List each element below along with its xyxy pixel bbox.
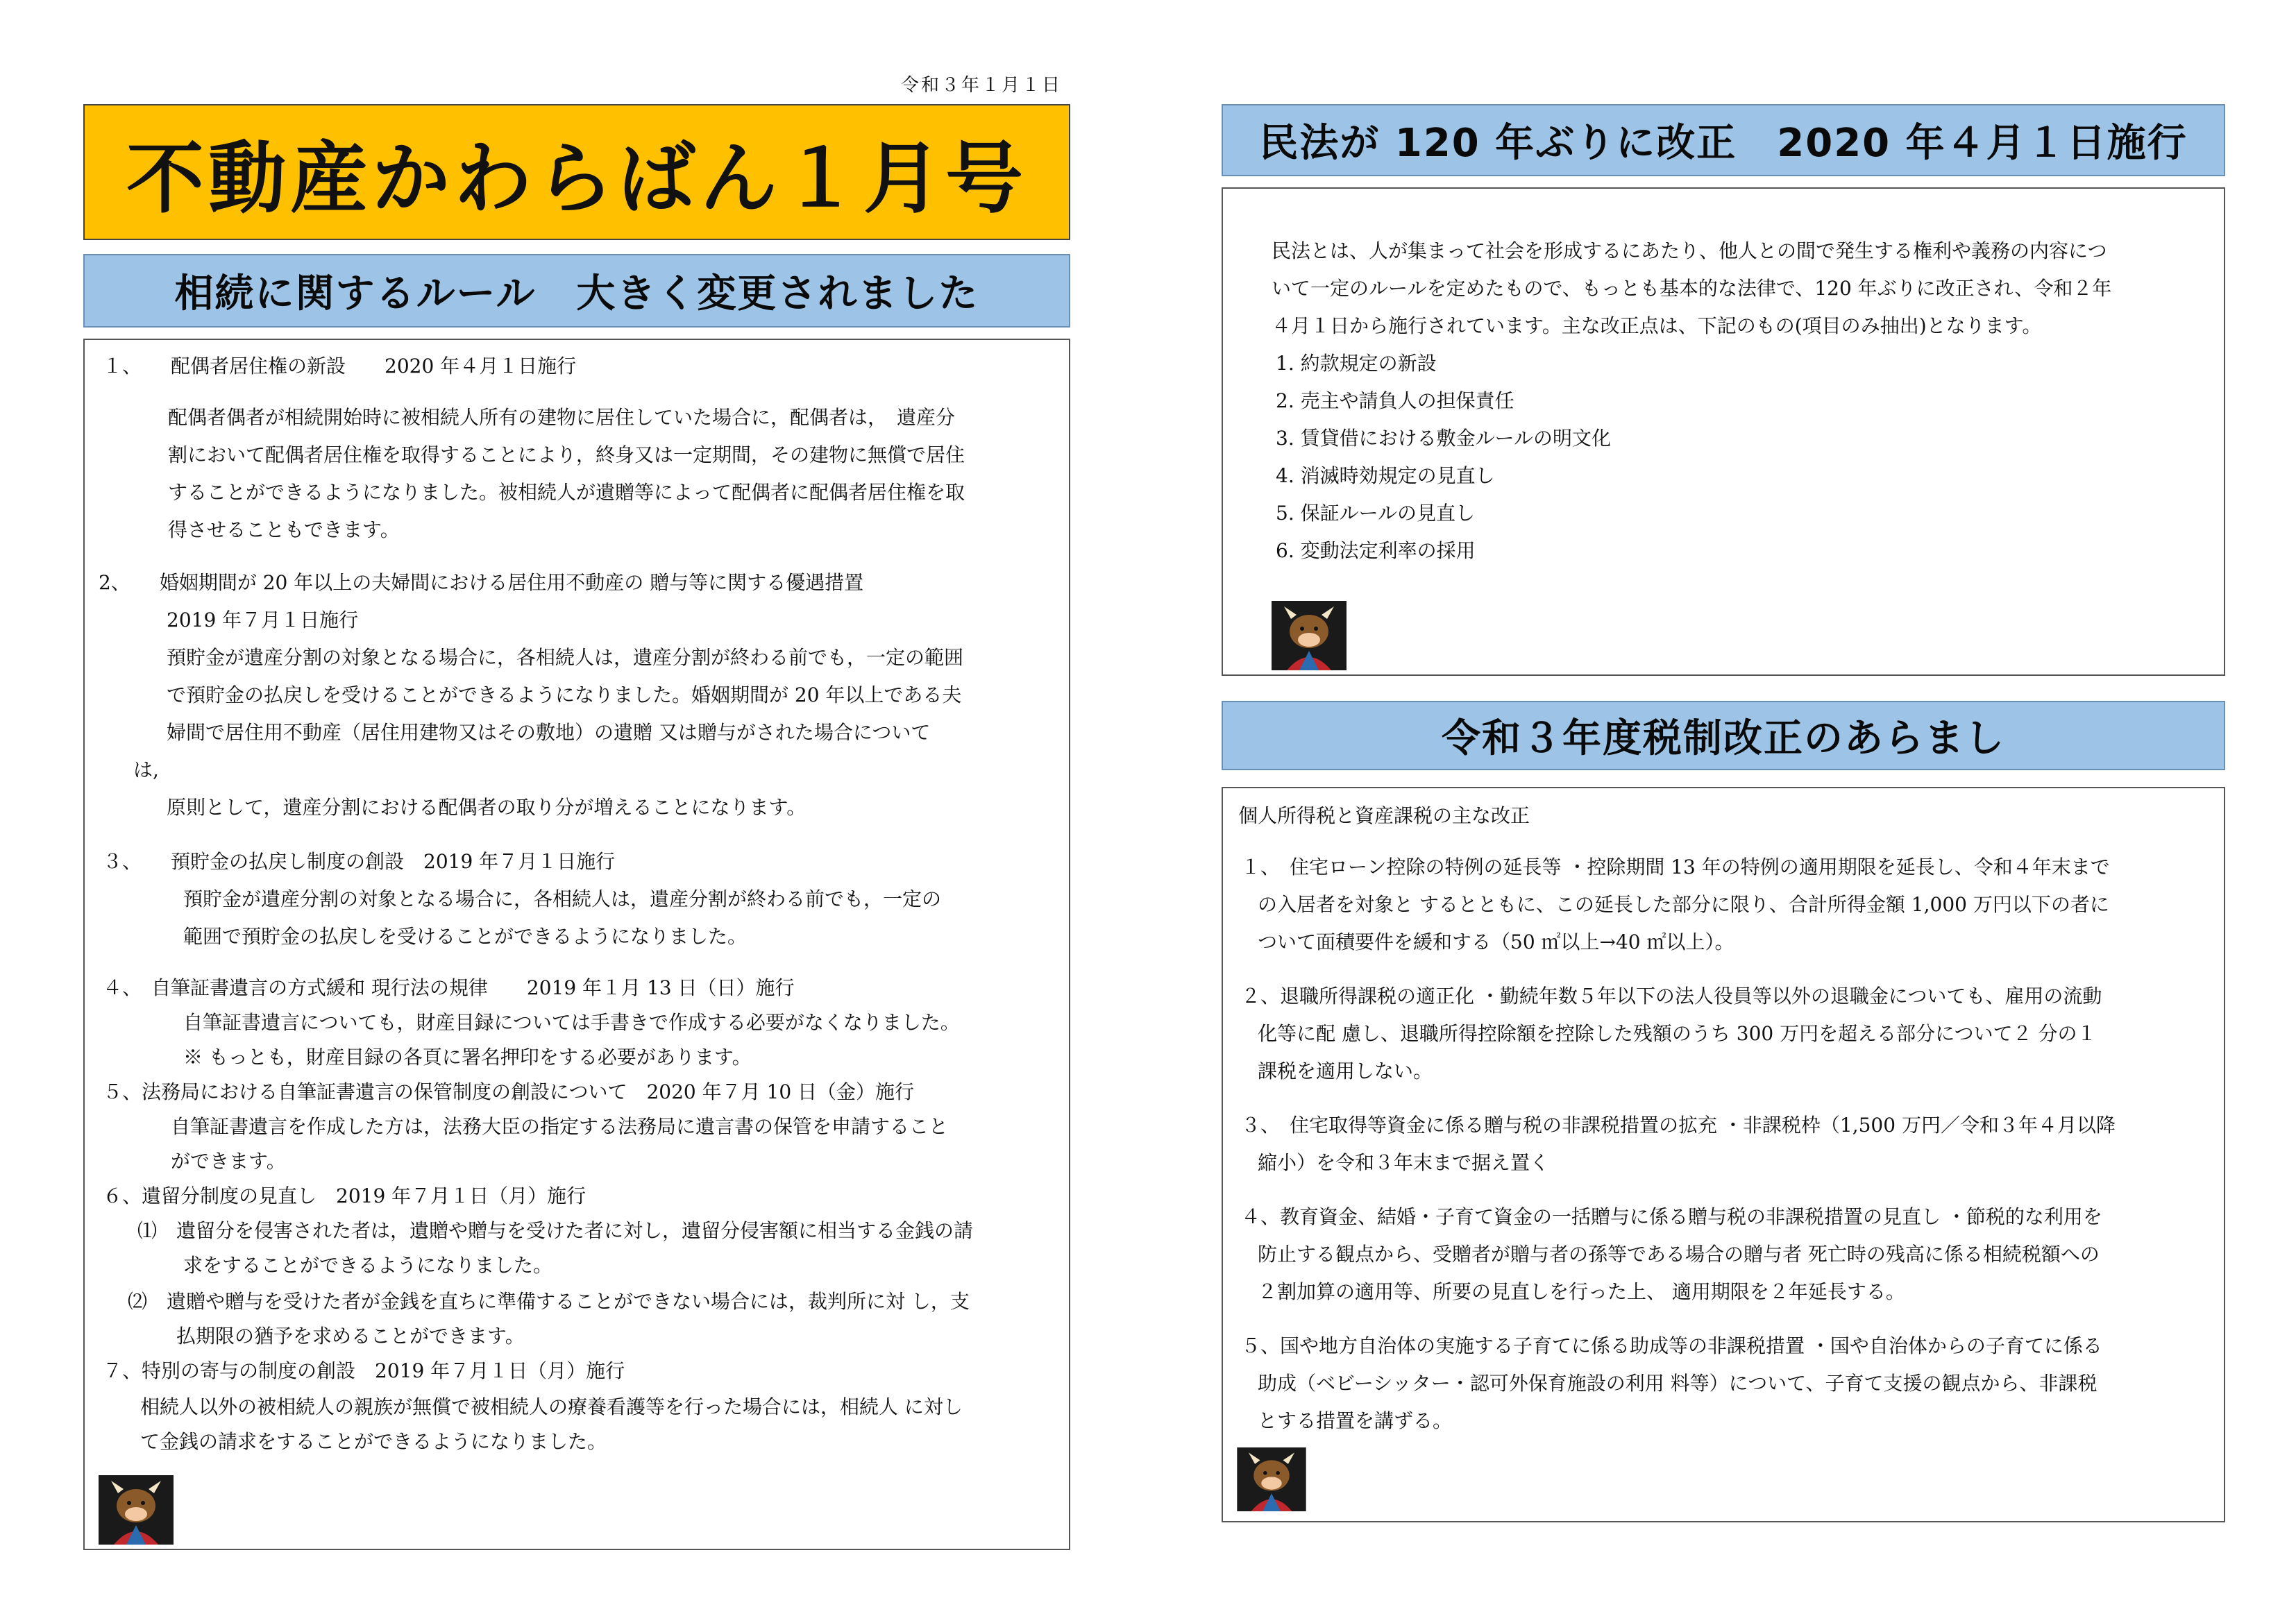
newsletter-title: 不動産かわらばん１月号 xyxy=(83,104,1070,240)
revision-list-item: 3. 賃貸借における敷金ルールの明文化 xyxy=(1276,427,1612,450)
civil-code-text: 民法とは、人が集まって社会を形成するにあたり、他人との間で発生する権利や義務の内容につ xyxy=(1272,239,2107,262)
item-6-title: ６、遺留分制度の見直し 2019 年７月１日（月）施行 xyxy=(103,1184,586,1207)
tax-item-5: 助成（ベビーシッター・認可外保育施設の利用 料等）について、子育て支援の観点から、非課税 xyxy=(1258,1372,2097,1395)
item-3-title: ３、 預貯金の払戻し制度の創設 2019 年７月１日施行 xyxy=(103,850,616,873)
item-6-sub-1: ⑴ 遺留分を侵害された者は，遺贈や贈与を受けた者に対し，遺留分侵害額に相当する金銭の請 xyxy=(137,1219,974,1242)
inheritance-box xyxy=(83,339,1070,1550)
tax-reform-subtitle: 個人所得税と資産課税の主な改正 xyxy=(1238,804,1530,827)
issue-date: 令和３年１月１日 xyxy=(900,75,1062,96)
tax-item-4: ４、教育資金、結婚・子育て資金の一括贈与に係る贈与税の非課税措置の見直し ・節税的な利用を xyxy=(1241,1205,2102,1228)
item-2-text: 預貯金が遺産分割の対象となる場合に，各相続人は，遺産分割が終わる前でも，一定の範囲 xyxy=(167,646,964,669)
tax-item-1: １、 住宅ローン控除の特例の延長等 ・控除期間 13 年の特例の適用期限を延長し、令和４年末まで xyxy=(1241,856,2110,878)
tax-item-5: ５、国や地方自治体の実施する子育てに係る助成等の非課税措置 ・国や自治体からの子育てに係る xyxy=(1241,1334,2102,1357)
item-7-text: 相続人以外の被相続人の親族が無償で被相続人の療養看護等を行った場合には，相続人 に対し xyxy=(140,1395,963,1418)
item-2-text: 原則として，遺産分割における配偶者の取り分が増えることになります。 xyxy=(167,796,807,819)
tax-item-3: 縮小）を令和３年末まで据え置く xyxy=(1258,1151,1550,1174)
item-6-sub-2: 払期限の猶予を求めることができます。 xyxy=(176,1325,525,1348)
item-7-title: ７、特別の寄与の制度の創設 2019 年７月１日（月）施行 xyxy=(103,1359,625,1382)
cow-mascot-icon xyxy=(1237,1447,1306,1511)
item-6-sub-2: ⑵ 遺贈や贈与を受けた者が金銭を直ちに準備することができない場合には，裁判所に対 し，支 xyxy=(128,1290,970,1313)
revision-list-item: 4. 消滅時効規定の見直し xyxy=(1276,464,1495,487)
tax-item-4: ２割加算の適用等、所要の見直しを行った上、 適用期限を２年延長する。 xyxy=(1258,1280,1905,1303)
item-4-title: ４、 自筆証書遺言の方式緩和 現行法の規律 2019 年１月 13 日（日）施行 xyxy=(103,976,795,999)
item-2-text: で預貯金の払戻しを受けることができるようになりました。婚姻期間が 20 年以上である夫 xyxy=(167,683,962,706)
civil-code-box xyxy=(1222,187,2225,676)
tax-item-5: とする措置を講ずる。 xyxy=(1258,1409,1453,1432)
item-4-text: 自筆証書遺言についても，財産目録については手書きで作成する必要がなくなりました。 xyxy=(183,1011,960,1034)
revision-list-item: 5. 保証ルールの見直し xyxy=(1276,502,1476,525)
tax-item-2: 化等に配 慮し、退職所得控除額を控除した残額のうち 300 万円を超える部分について２ 分の１ xyxy=(1258,1022,2097,1045)
item-2-title: 2、 婚姻期間が 20 年以上の夫婦間における居住用不動産の 贈与等に関する優遇措置 xyxy=(99,571,864,594)
tax-item-1: の入居者を対象と するとともに、この延長した部分に限り、合計所得金額 1,000 万円以下の者に xyxy=(1258,893,2109,916)
cow-mascot-icon xyxy=(1272,601,1347,670)
item-7-text: て金銭の請求をすることができるようになりました。 xyxy=(140,1430,607,1453)
inheritance-heading: 相続に関するルール 大きく変更されました xyxy=(83,254,1070,328)
item-1-text: 割において配偶者居住権を取得することにより，終身又は一定期間，その建物に無償で居住 xyxy=(168,443,965,466)
civil-code-heading: 民法が 120 年ぶりに改正 2020 年４月１日施行 xyxy=(1222,104,2225,176)
tax-reform-heading: 令和３年度税制改正のあらまし xyxy=(1222,701,2225,770)
item-4-note: ※ もっとも，財産目録の各頁に署名押印をする必要があります。 xyxy=(183,1046,752,1069)
tax-item-4: 防止する観点から、受贈者が贈与者の孫等である場合の贈与者 死亡時の残高に係る相続税額への xyxy=(1258,1243,2100,1266)
item-1-text: 得させることもできます。 xyxy=(168,518,400,541)
revision-list-item: 6. 変動法定利率の採用 xyxy=(1276,539,1476,562)
item-1-text: 配偶者偶者が相続開始時に被相続人所有の建物に居住していた場合に，配偶者は， 遺産分 xyxy=(168,406,956,429)
item-1-text: することができるようになりました。被相続人が遺贈等によって配偶者に配偶者居住権を取 xyxy=(168,481,965,504)
item-3-text: 預貯金が遺産分割の対象となる場合に，各相続人は，遺産分割が終わる前でも，一定の xyxy=(183,887,942,910)
cow-mascot-icon xyxy=(99,1475,174,1545)
tax-reform-box xyxy=(1222,787,2225,1522)
item-2-date: 2019 年７月１日施行 xyxy=(167,609,359,631)
item-6-sub-1: 求をすることができるようになりました。 xyxy=(183,1254,553,1277)
revision-list-item: 2. 売主や請負人の担保責任 xyxy=(1276,389,1514,412)
civil-code-text: ４月１日から施行されています。主な改正点は、下記のもの(項目のみ抽出)となります。 xyxy=(1272,314,2042,337)
item-3-text: 範囲で預貯金の払戻しを受けることができるようになりました。 xyxy=(183,925,748,948)
item-1-title: １、 配偶者居住権の新設 2020 年４月１日施行 xyxy=(103,355,577,377)
item-5-text: 自筆証書遺言を作成した方は，法務大臣の指定する法務局に遺言書の保管を申請すること xyxy=(171,1115,949,1138)
tax-item-2: ２、退職所得課税の適正化 ・勤続年数５年以下の法人役員等以外の退職金についても、雇用の流動 xyxy=(1241,985,2102,1008)
item-5-title: ５、法務局における自筆証書遺言の保管制度の創設について 2020 年７月 10 日（金）施行 xyxy=(103,1080,915,1103)
item-5-text: ができます。 xyxy=(171,1150,286,1173)
tax-item-2: 課税を適用しない。 xyxy=(1258,1060,1433,1082)
revision-list-item: 1. 約款規定の新設 xyxy=(1276,352,1437,375)
item-2-text: 婦間で居住用不動産（居住用建物又はその敷地）の遺贈 又は贈与がされた場合について xyxy=(167,721,931,744)
tax-item-3: ３、 住宅取得等資金に係る贈与税の非課税措置の拡充 ・非課税枠（1,500 万円／令和３年４月以降 xyxy=(1241,1114,2116,1137)
civil-code-text: いて一定のルールを定めたもので、もっとも基本的な法律で、120 年ぶりに改正され、令和２年 xyxy=(1272,277,2112,300)
tax-item-1: ついて面積要件を緩和する（50 ㎡以上→40 ㎡以上）。 xyxy=(1258,931,1734,953)
item-2-text: は, xyxy=(133,758,159,781)
